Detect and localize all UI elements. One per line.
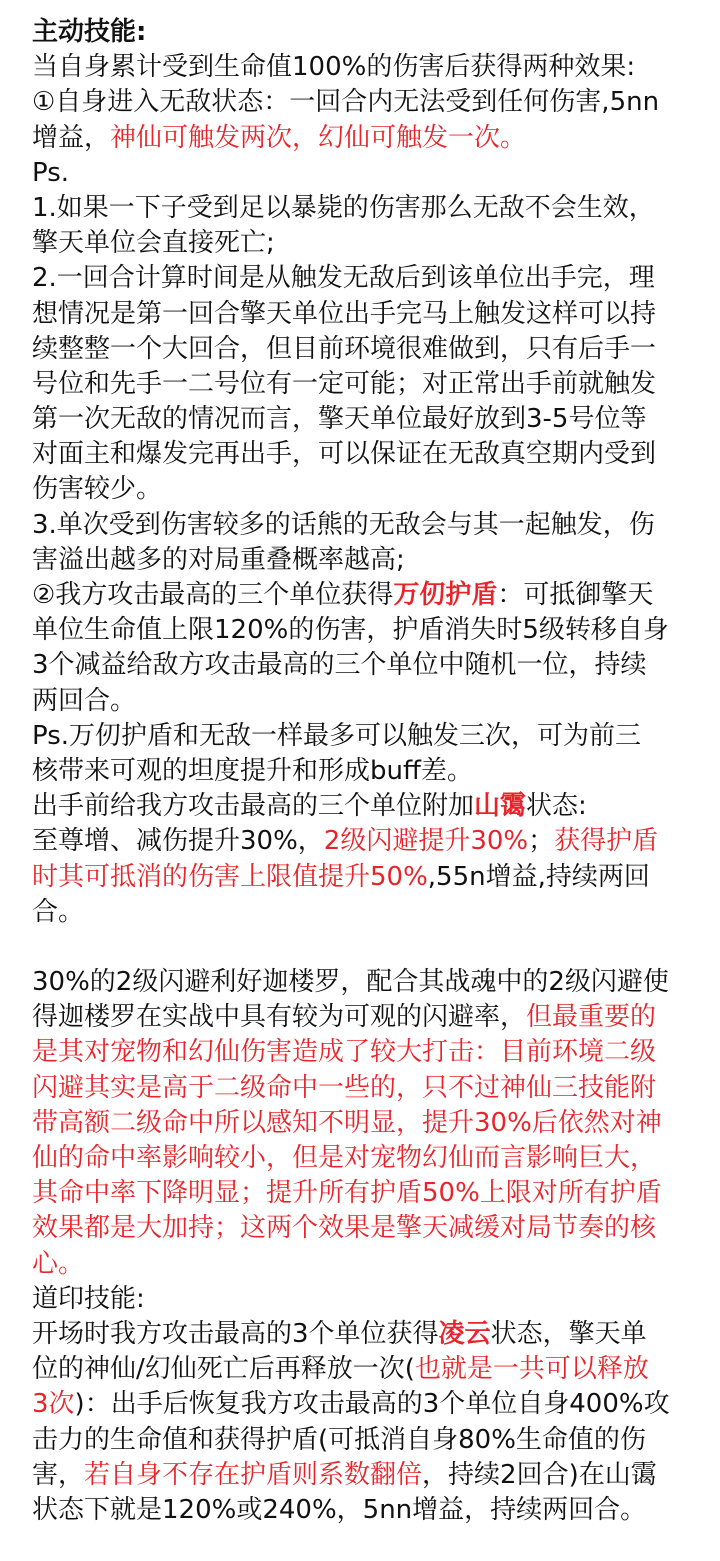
text-line xyxy=(32,1387,700,1422)
text-line xyxy=(32,613,700,648)
highlighted-text: 获得护盾 xyxy=(554,826,659,857)
text-line xyxy=(32,332,700,367)
text-line xyxy=(32,472,700,507)
text-segment: 至尊增、减伤提升30%， xyxy=(32,826,324,857)
text-line xyxy=(32,1458,700,1493)
text-line xyxy=(32,1352,700,1387)
text-line xyxy=(32,437,700,472)
text-line xyxy=(32,261,700,296)
text-segment: 合。 xyxy=(32,896,85,927)
text-line xyxy=(32,754,700,789)
highlighted-text: 时其可抵消的伤害上限值提升50% xyxy=(32,861,428,892)
text-line xyxy=(32,1176,700,1211)
text-line xyxy=(32,648,700,683)
text-line xyxy=(32,1106,700,1141)
highlighted-text: 若自身不存在护盾则系数翻倍 xyxy=(84,1459,423,1490)
text-line xyxy=(32,1282,700,1317)
text-line xyxy=(32,226,700,261)
section-heading: 主动技能: xyxy=(32,17,147,47)
text-segment: 2.一回合计算时间是从触发无敌后到该单位出手完，理 xyxy=(32,263,655,294)
text-line xyxy=(32,1317,700,1352)
highlighted-text: 3次 xyxy=(32,1389,75,1420)
highlighted-text: 带高额二级命中所以感知不明显，提升30%后依然对神 xyxy=(32,1107,662,1138)
text-line xyxy=(32,684,700,719)
text-line xyxy=(32,191,700,226)
text-line xyxy=(32,1247,700,1282)
text-segment: ，持续2回合)在山霭 xyxy=(422,1459,657,1490)
text-segment: 擎天单位会直接死亡; xyxy=(32,228,275,259)
text-segment: ,55n增益,持续两回 xyxy=(427,861,650,892)
text-segment: 状态，擎天单 xyxy=(490,1318,647,1349)
text-segment: )：出手后恢复我方攻击最高的3个单位自身400%攻 xyxy=(74,1389,670,1420)
text-line xyxy=(32,402,700,437)
text-line xyxy=(32,543,700,578)
text-segment: 第一次无敌的情况而言，擎天单位最好放到3-5号位等 xyxy=(32,404,647,435)
highlighted-text: 神仙可触发两次，幻仙可触发一次。 xyxy=(110,122,527,153)
text-segment: 30%的2级闪避利好迦楼罗，配合其战魂中的2级闪避使 xyxy=(32,967,669,998)
text-line xyxy=(32,965,700,1000)
text-line xyxy=(32,895,700,930)
highlighted-text: 是其对宠物和幻仙伤害造成了较大打击：目前环境二级 xyxy=(32,1037,657,1068)
text-line xyxy=(32,578,700,613)
text-line xyxy=(32,1035,700,1070)
text-segment: 单位生命值上限120%的伤害，护盾消失时5级转移自身 xyxy=(32,615,669,646)
text-line xyxy=(32,15,700,50)
text-line xyxy=(32,156,700,191)
text-line xyxy=(32,297,700,332)
text-segment: ：可抵御擎天 xyxy=(497,580,654,610)
highlighted-text: 效果都是大加持；这两个效果是擎天减缓对局节奏的核 xyxy=(32,1213,657,1244)
text-line xyxy=(32,789,700,824)
text-segment: 伤害较少。 xyxy=(32,474,163,505)
text-segment: 增益， xyxy=(32,122,111,153)
text-segment: 道印技能: xyxy=(32,1283,145,1314)
document-body xyxy=(32,15,700,1528)
text-line xyxy=(32,121,700,156)
text-line xyxy=(32,860,700,895)
text-segment: 核带来可观的坦度提升和形成buff差。 xyxy=(32,755,473,786)
text-line xyxy=(32,1423,700,1458)
text-line xyxy=(32,367,700,402)
text-line xyxy=(32,1000,700,1035)
highlighted-text: 但最重要的 xyxy=(526,1002,657,1033)
text-segment: 1.如果一下子受到足以暴毙的伤害那么无敌不会生效， xyxy=(32,192,655,223)
text-segment: 两回合。 xyxy=(32,685,137,716)
text-segment: Ps.万仞护盾和无敌一样最多可以触发三次，可为前三 xyxy=(32,720,642,751)
text-line xyxy=(32,1071,700,1106)
text-line xyxy=(32,1211,700,1246)
text-segment: 击力的生命值和获得护盾(可抵消自身80%生命值的伤 xyxy=(32,1424,646,1455)
text-segment: 号位和先手一二号位有一定可能；对正常出手前就触发 xyxy=(32,368,657,399)
highlighted-text: 凌云 xyxy=(438,1318,491,1349)
text-segment: 3个减益给敌方攻击最高的三个单位中随机一位，持续 xyxy=(32,650,647,681)
highlighted-text: 仙的命中率影响较小，但是对宠物幻仙而言影响巨大， xyxy=(32,1143,657,1173)
text-segment: 想情况是第一回合擎天单位出手完马上触发这样可以持 xyxy=(32,298,657,329)
text-segment: 害溢出越多的对局重叠概率越高; xyxy=(32,544,405,575)
text-segment: 当自身累计受到生命值100%的伤害后获得两种效果: xyxy=(32,52,636,83)
text-segment: 状态: xyxy=(526,791,587,822)
text-segment: 3.单次受到伤害较多的话熊的无敌会与其一起触发，伤 xyxy=(32,509,655,540)
text-segment: ； xyxy=(528,826,555,857)
text-segment: Ps. xyxy=(32,157,70,188)
text-segment: 害， xyxy=(32,1459,85,1490)
text-line xyxy=(32,85,700,120)
text-line xyxy=(32,824,700,859)
text-segment: 出手前给我方攻击最高的三个单位附加 xyxy=(32,791,475,822)
text-line xyxy=(32,1493,700,1528)
highlighted-text: 心。 xyxy=(32,1248,85,1279)
text-segment: ①自身进入无敌状态：一回合内无法受到任何伤害,5nn xyxy=(32,87,660,118)
text-segment: 状态下就是120%或240%，5nn增益，持续两回合。 xyxy=(32,1494,647,1525)
text-line xyxy=(32,508,700,543)
highlighted-text: 2级闪避提升30% xyxy=(323,826,529,857)
text-segment: 对面主和爆发完再出手，可以保证在无敌真空期内受到 xyxy=(32,439,657,470)
highlighted-text: 也就是一共可以释放 xyxy=(414,1354,649,1385)
highlighted-text: 其命中率下降明显；提升所有护盾50%上限对所有护盾 xyxy=(32,1178,662,1209)
text-line xyxy=(32,719,700,754)
text-line xyxy=(32,1141,700,1176)
text-segment: 续整整一个大回合，但目前环境很难做到，只有后手一 xyxy=(32,333,657,364)
text-segment: 开场时我方攻击最高的3个单位获得 xyxy=(32,1318,439,1349)
text-segment: 得迦楼罗在实战中具有较为可观的闪避率， xyxy=(32,1002,527,1033)
text-line xyxy=(32,50,700,85)
blank-line xyxy=(32,930,700,965)
text-segment: 位的神仙/幻仙死亡后再释放一次( xyxy=(32,1354,415,1385)
highlighted-text: 万仞护盾 xyxy=(393,580,498,610)
highlighted-text: 闪避其实是高于二级命中一些的，只不过神仙三技能附 xyxy=(32,1072,657,1103)
highlighted-text: 山霭 xyxy=(474,791,527,822)
text-segment: ②我方攻击最高的三个单位获得 xyxy=(32,580,394,610)
